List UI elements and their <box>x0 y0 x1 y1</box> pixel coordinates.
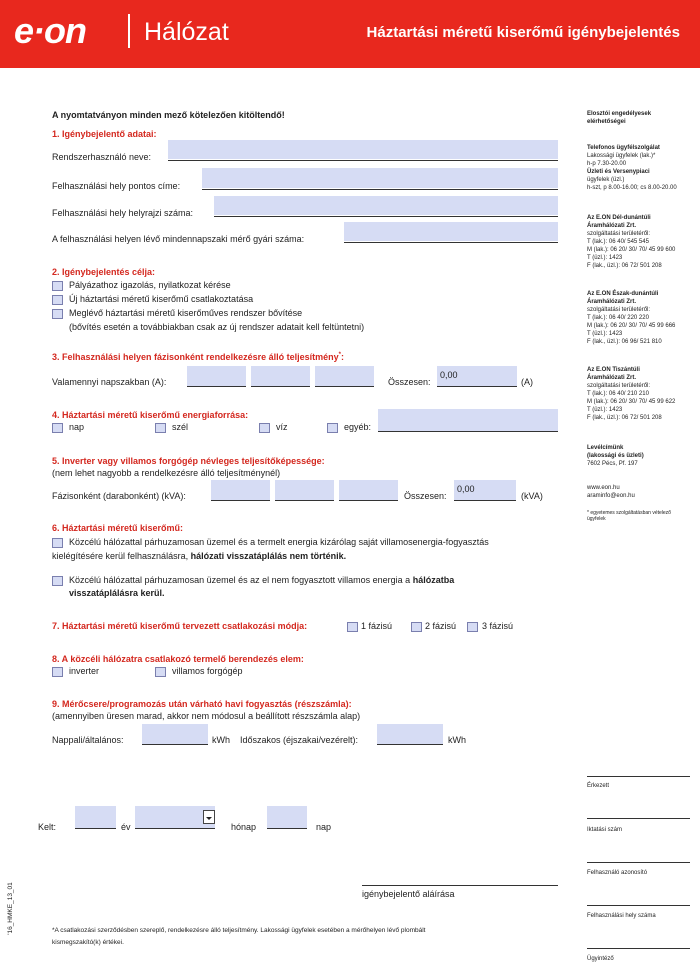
clerk-line <box>587 948 690 949</box>
sidebar-mail-address: Levélcímünk (lakossági és üzleti) 7602 Pécs, Pf. 197 <box>587 445 644 467</box>
other-source-field[interactable] <box>378 409 558 431</box>
section8-title: 8. A közcéli hálózatra csatlakozó termelő berendezés elem: <box>52 654 304 664</box>
sidebar-contacts-title: Elosztói engedélyesek elérhetőségei <box>587 111 652 125</box>
option-solar: nap <box>69 422 85 432</box>
date-place-field[interactable] <box>75 806 116 828</box>
other-source-line <box>378 431 558 432</box>
checkbox-3-phase[interactable] <box>467 622 478 632</box>
sidebar-web: www.eon.hu araminfo@eon.hu <box>587 485 635 499</box>
inverter-power-label: Fázisonként (darabonként) (kVA): <box>52 491 186 501</box>
day-line <box>267 828 307 829</box>
clerk-label: Ügyintéző <box>587 956 614 962</box>
power-total-line <box>454 500 516 501</box>
meter-serial-field[interactable] <box>344 222 558 241</box>
form-title: Háztartási méretű kiserőmű igénybejelentés <box>366 24 680 41</box>
daytime-consumption-line <box>142 744 208 745</box>
chevron-down-icon <box>204 812 214 824</box>
checkbox-solar[interactable] <box>52 423 63 433</box>
daytime-consumption-field[interactable] <box>142 724 208 744</box>
section7-title: 7. Háztartási méretű kiserőmű tervezett csatlakozási módja: <box>52 621 308 631</box>
year-dropdown-arrow[interactable] <box>203 810 215 824</box>
option-other: egyéb: <box>344 422 372 432</box>
periodic-unit: kWh <box>448 735 466 745</box>
option-extension: Meglévő háztartási méretű kiserőműves rendszer bővítése <box>69 308 303 318</box>
option-new-connection: Új háztartási méretű kiserőmű csatlakoztatása <box>69 294 254 304</box>
current-total-label: Összesen: <box>388 377 431 387</box>
sidebar-del-dunantuli: Az E.ON Dél-dunántúli Áramhálózati Zrt. szolgáltatási területéről: T (lak.): 06 40/ 545 545 M (lak.): 06 20/ 30/ 70/ 45 99 600 T (üzl.): 1423 F (lak., üzl.): 06 72/ 501 208 <box>587 215 676 269</box>
periodic-consumption-label: Időszakos (éjszakai/vezérelt): <box>240 735 359 745</box>
checkbox-no-feedback[interactable] <box>52 538 63 548</box>
option-no-feedback-line2: kielégítésére kerül felhasználásra, hálózati visszatáplálás nem történik. <box>52 551 347 561</box>
option-1-phase: 1 fázisú <box>361 621 393 631</box>
section1-title: 1. Igénybejelentő adatai: <box>52 129 157 139</box>
checkbox-inverter[interactable] <box>52 667 63 677</box>
checkbox-feedback[interactable] <box>52 576 63 586</box>
phase1-current-line <box>187 386 246 387</box>
user-name-line <box>168 160 558 161</box>
lot-number-field[interactable] <box>214 196 558 215</box>
phase2-power-line <box>275 500 334 501</box>
section5-note: (nem lehet nagyobb a rendelkezésre álló teljesítménynél) <box>52 468 281 478</box>
sidebar-phone-service: Telefonos ügyfélszolgálat Lakossági ügyfelek (lak.)* h-p 7.30-20.00 Üzleti és Versenypiaci ügyfelek (üzl.) h-szt, p 8.00-16.00; cs 8.00-20.00 <box>587 145 677 191</box>
year-line <box>135 828 215 829</box>
checkbox-other[interactable] <box>327 423 338 433</box>
checkbox-2-phase[interactable] <box>411 622 422 632</box>
date-place-line <box>75 828 116 829</box>
current-total-value: 0,00 <box>440 370 458 380</box>
sidebar-tiszantuli: Az E.ON Tiszántúli Áramhálózati Zrt. szolgáltatási területéről: T (lak.): 06 40/ 210 210 M (lak.): 06 20/ 30/ 70/ 45 99 622 T (üzl.): 1423 F (lak., üzl.): 06 72/ 501 208 <box>587 367 676 421</box>
footnote-line1: *A csatlakozási szerződésben szereplő, rendelkezésre álló teljesítmény. Lakossági ügyfelek esetében a mérőhelyen lévő plombált <box>52 927 426 934</box>
option-feedback-line1: Közcélú hálózattal párhuzamosan üzemel és az el nem fogyasztott villamos energia a hálózatba <box>69 575 455 585</box>
form-code: '16_HMKE_13_01 <box>6 882 14 935</box>
option-water: víz <box>276 422 288 432</box>
footnote-line2: kismegszakító(k) értékei. <box>52 939 124 946</box>
address-label: Felhasználási hely pontos címe: <box>52 181 181 191</box>
phase2-current-line <box>251 386 310 387</box>
received-line <box>587 776 690 777</box>
received-label: Érkezett <box>587 783 610 789</box>
checkbox-rotating-machine[interactable] <box>155 667 166 677</box>
phase1-power-line <box>211 500 270 501</box>
current-total-line <box>437 386 517 387</box>
phase1-current-field[interactable] <box>187 366 246 386</box>
checkbox-new-connection[interactable] <box>52 295 63 305</box>
user-name-field[interactable] <box>168 140 558 159</box>
lot-number-line <box>214 216 558 217</box>
section5-title: 5. Inverter vagy villamos forgógép névleges teljesítőképessége: <box>52 456 325 466</box>
day-label: nap <box>316 822 332 832</box>
site-number-line <box>587 905 690 906</box>
site-number-label: Felhasználási hely száma <box>587 913 656 919</box>
intro-note: A nyomtatványon minden mező kötelezően kitöltendő! <box>52 110 285 120</box>
logo-divider <box>128 14 130 48</box>
signature-label: igénybejelentő aláírása <box>362 889 455 899</box>
option-inverter: inverter <box>69 666 100 676</box>
phase3-current-field[interactable] <box>315 366 374 386</box>
signature-line <box>362 885 558 886</box>
option-tender-certificate: Pályázathoz igazolás, nyilatkozat kérése <box>69 280 231 290</box>
lot-number-label: Felhasználási hely helyrajzi száma: <box>52 208 194 218</box>
meter-serial-line <box>344 242 558 243</box>
option-no-feedback-line1: Közcélú hálózattal párhuzamosan üzemel és a termelt energia kizárólag saját villamosenergia-fogyasztás <box>69 537 489 547</box>
filing-number-line <box>587 818 690 819</box>
section9-title: 9. Mérőcsere/programozás után várható havi fogyasztás (részszámla): <box>52 699 352 709</box>
section3-title: 3. Felhasználási helyen fázisonként rendelkezésre álló teljesítmény*: <box>52 352 344 362</box>
option-2-phase: 2 fázisú <box>425 621 457 631</box>
section2-title: 2. Igénybejelentés célja: <box>52 267 156 277</box>
day-field[interactable] <box>267 806 307 828</box>
daytime-unit: kWh <box>212 735 230 745</box>
section9-note: (amennyiben üresen marad, akkor nem módosul a beállított részszámla alap) <box>52 711 361 721</box>
sidebar-footnote: * egyetemes szolgáltatásban vételező ügyfelek <box>587 510 671 522</box>
power-unit: (kVA) <box>521 491 543 501</box>
section4-title: 4. Háztartási méretű kiserőmű energiaforrása: <box>52 410 249 420</box>
phase3-power-field[interactable] <box>339 480 398 500</box>
available-power-label: Valamennyi napszakban (A): <box>52 377 167 387</box>
option-3-phase: 3 fázisú <box>482 621 514 631</box>
phase1-power-field[interactable] <box>211 480 270 500</box>
brand-name: Hálózat <box>144 18 229 46</box>
filing-number-label: Iktatási szám <box>587 827 623 833</box>
section6-title: 6. Háztartási méretű kiserőmű: <box>52 523 184 533</box>
option-feedback-line2: visszatáplálásra kerül. <box>69 588 165 598</box>
phase2-current-field[interactable] <box>251 366 310 386</box>
year-label: év <box>121 822 131 832</box>
checkbox-1-phase[interactable] <box>347 622 358 632</box>
phase3-current-line <box>315 386 374 387</box>
sidebar-eszak-dunantuli: Az E.ON Észak-dunántúli Áramhálózati Zrt. szolgáltatási területéről: T (lak.): 06 40/ 220 220 M (lak.): 06 20/ 30/ 70/ 45 99 666 T (üzl.): 1423 F (lak., üzl.): 06 96/ 521 810 <box>587 291 676 345</box>
checkbox-tender-certificate[interactable] <box>52 281 63 291</box>
current-unit: (A) <box>521 377 533 387</box>
checkbox-extension[interactable] <box>52 309 63 319</box>
address-field[interactable] <box>202 168 558 188</box>
power-total-value: 0,00 <box>457 484 475 494</box>
daytime-consumption-label: Nappali/általános: <box>52 735 124 745</box>
date-label: Kelt: <box>38 822 57 832</box>
periodic-consumption-field[interactable] <box>377 724 443 744</box>
power-total-label: Összesen: <box>404 491 447 501</box>
phase3-power-line <box>339 500 398 501</box>
address-line <box>202 189 558 190</box>
checkbox-wind[interactable] <box>155 423 166 433</box>
meter-serial-label: A felhasználási helyen lévő mindennapszaki mérő gyári száma: <box>52 234 305 244</box>
option-rotating-machine: villamos forgógép <box>172 666 243 676</box>
user-id-label: Felhasználó azonosító <box>587 870 648 876</box>
month-label: hónap <box>231 822 257 832</box>
extension-note: (bővítés esetén a továbbiakban csak az új rendszer adatait kell feltüntetni) <box>69 322 365 332</box>
user-name-label: Rendszerhasználó neve: <box>52 152 152 162</box>
eon-logo: e·on <box>14 10 86 51</box>
periodic-consumption-line <box>377 744 443 745</box>
checkbox-water[interactable] <box>259 423 270 433</box>
user-id-line <box>587 862 690 863</box>
option-wind: szél <box>172 422 189 432</box>
phase2-power-field[interactable] <box>275 480 334 500</box>
